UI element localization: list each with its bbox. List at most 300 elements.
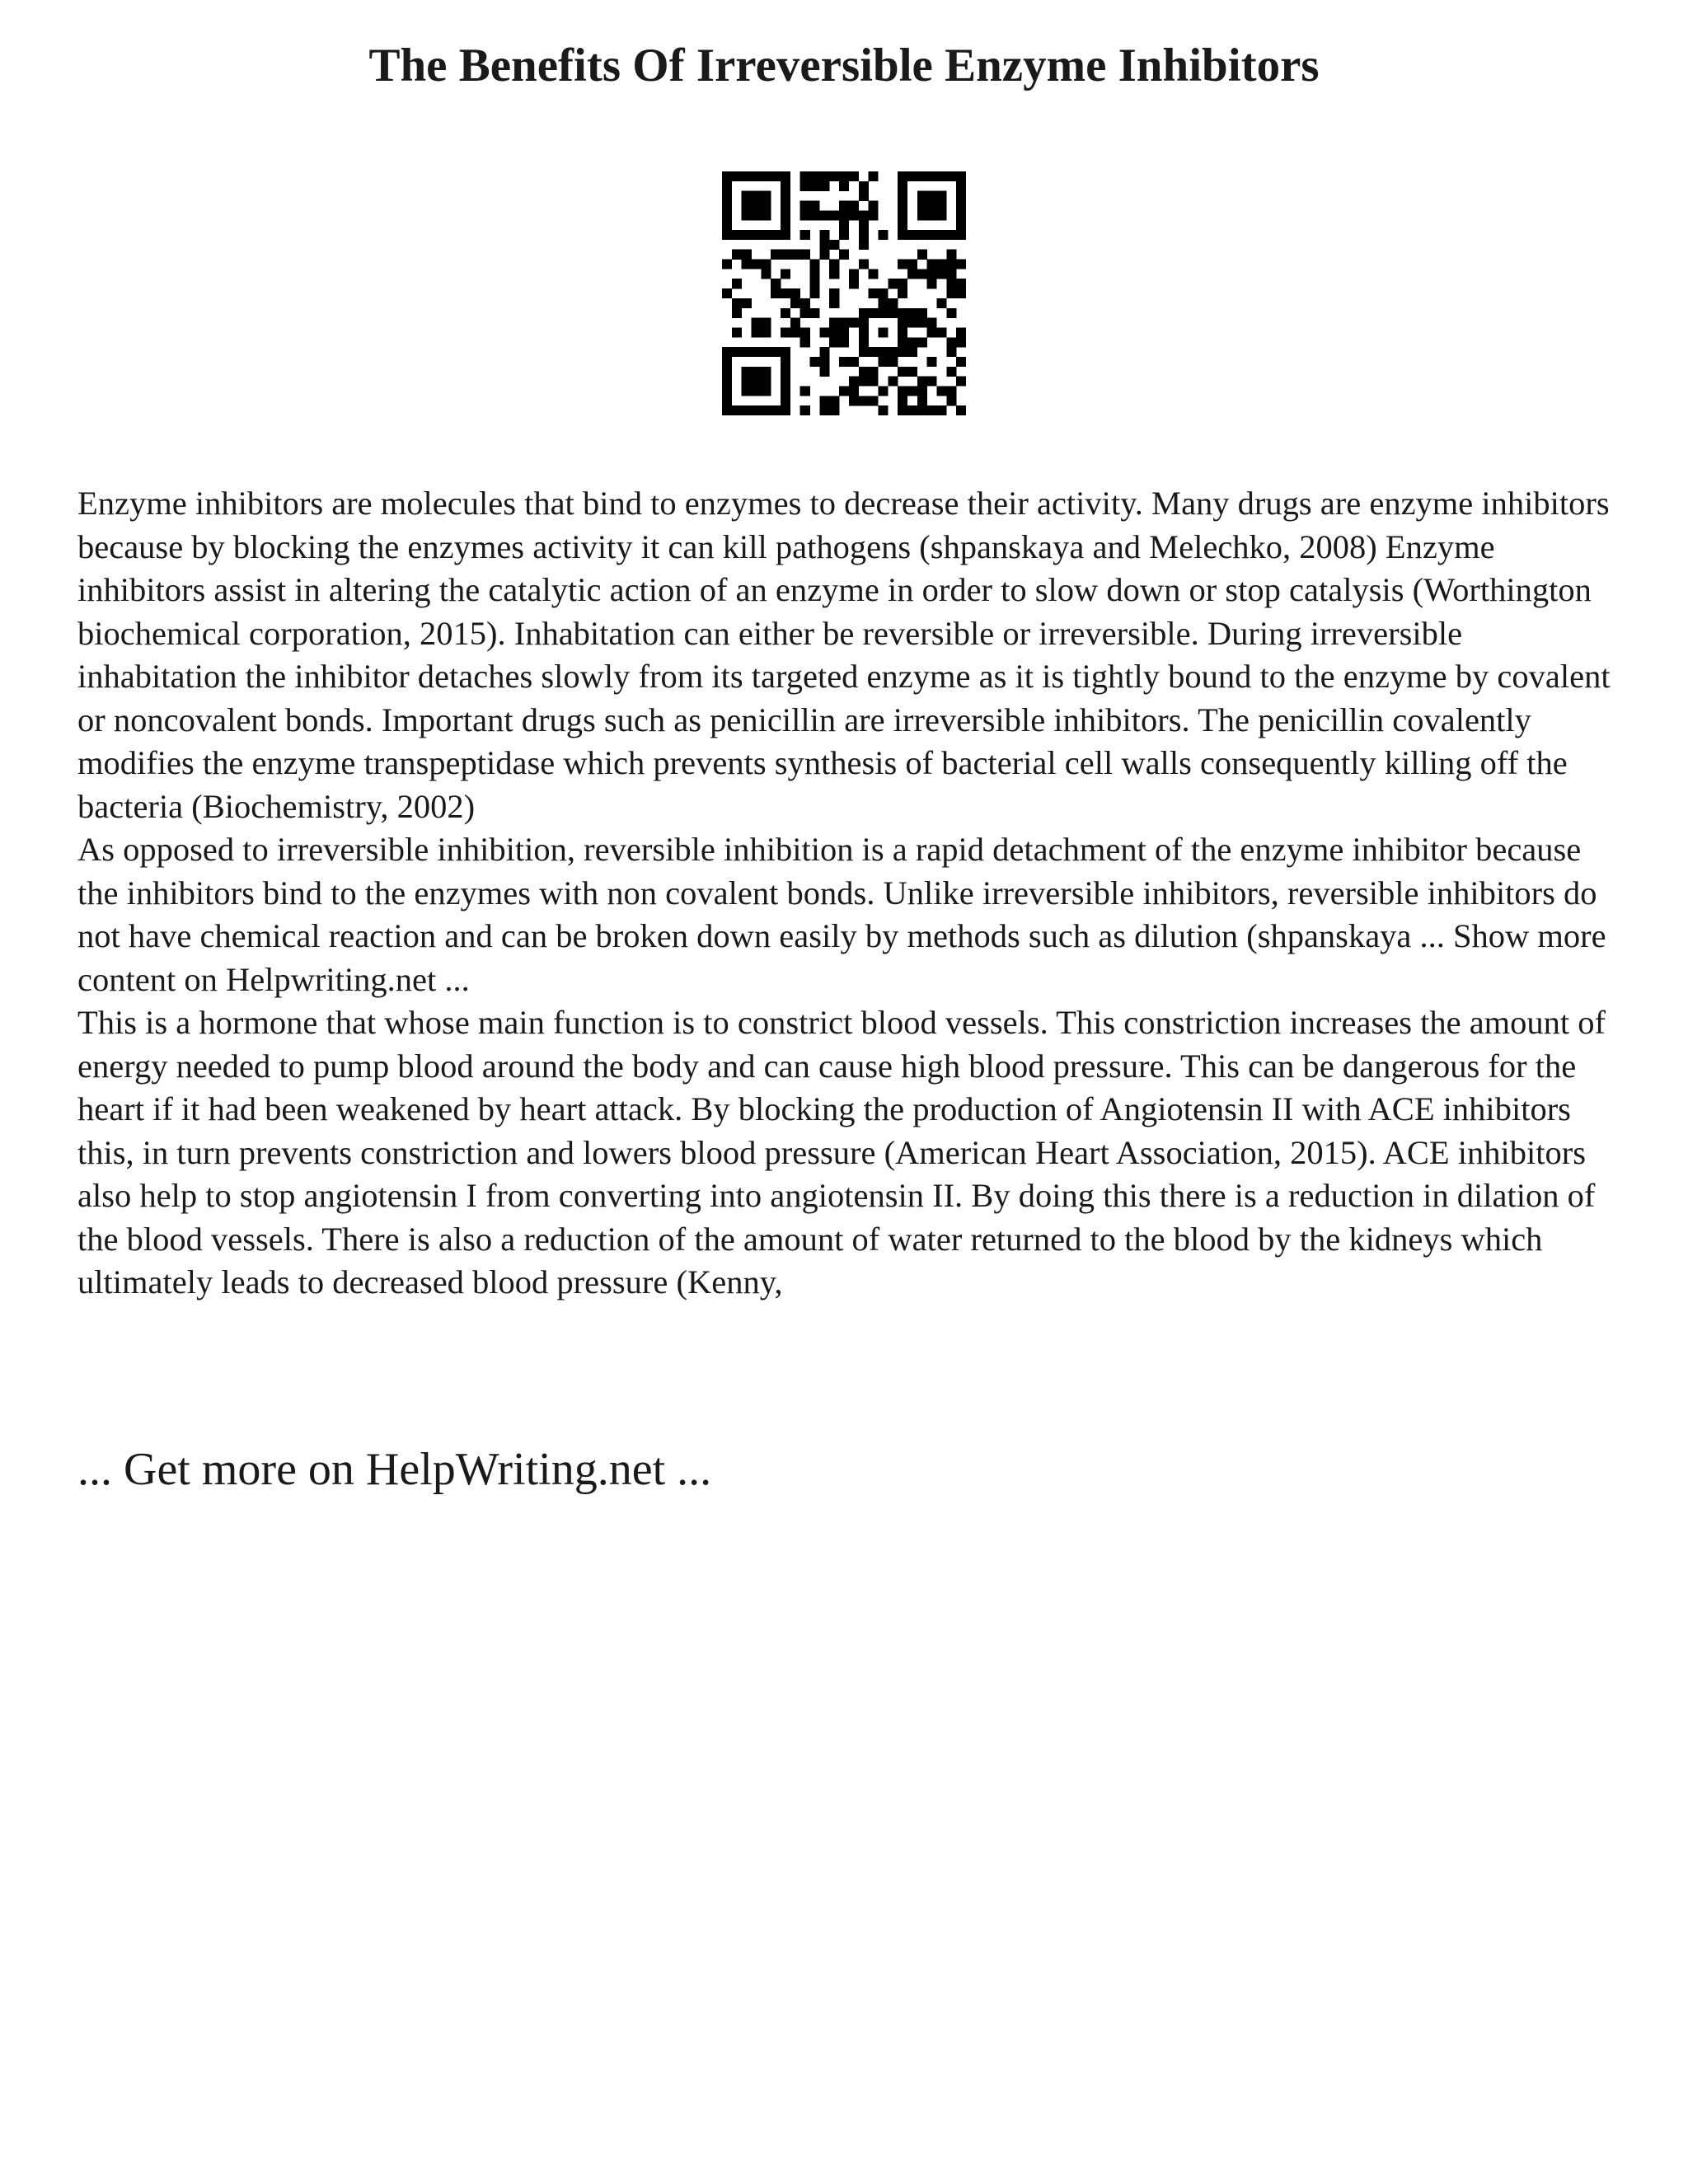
qr-module xyxy=(936,327,946,337)
qr-module xyxy=(956,191,966,201)
qr-module xyxy=(781,171,790,181)
qr-module xyxy=(849,279,859,288)
qr-module xyxy=(752,377,762,387)
qr-module xyxy=(888,377,898,387)
qr-module xyxy=(927,210,937,220)
qr-module xyxy=(849,318,859,328)
qr-module xyxy=(761,171,771,181)
qr-module xyxy=(742,298,752,308)
qr-module xyxy=(946,230,956,240)
qr-module xyxy=(722,386,732,396)
qr-module xyxy=(771,171,781,181)
qr-module xyxy=(771,347,781,357)
qr-module xyxy=(800,386,810,396)
qr-module xyxy=(936,171,946,181)
qr-module xyxy=(839,318,849,328)
qr-module xyxy=(829,171,839,181)
qr-module xyxy=(956,357,966,367)
qr-module xyxy=(752,230,762,240)
qr-module xyxy=(869,210,879,220)
qr-module xyxy=(878,230,888,240)
qr-module xyxy=(956,337,966,347)
qr-module xyxy=(800,210,810,220)
qr-module xyxy=(752,171,762,181)
qr-module xyxy=(810,269,820,279)
qr-module xyxy=(898,181,907,191)
qr-module xyxy=(781,396,790,405)
qr-module xyxy=(927,260,937,269)
qr-module xyxy=(907,171,917,181)
qr-module xyxy=(859,367,869,377)
qr-module xyxy=(917,191,927,201)
qr-module xyxy=(829,240,839,250)
qr-module xyxy=(819,181,829,191)
qr-module xyxy=(898,318,907,328)
qr-module xyxy=(907,269,917,279)
qr-module xyxy=(790,298,800,308)
qr-module xyxy=(752,201,762,211)
qr-module xyxy=(869,308,879,318)
qr-module xyxy=(819,327,829,337)
qr-module xyxy=(878,347,888,357)
qr-module xyxy=(781,386,790,396)
qr-module xyxy=(956,171,966,181)
qr-module xyxy=(956,230,966,240)
qr-module xyxy=(859,240,869,250)
qr-module xyxy=(946,396,956,405)
qr-module xyxy=(917,318,927,328)
qr-module xyxy=(869,367,879,377)
get-more-link[interactable]: ... Get more on HelpWriting.net ... xyxy=(77,1444,712,1495)
qr-module xyxy=(839,337,849,347)
qr-module xyxy=(781,357,790,367)
qr-module xyxy=(810,171,820,181)
qr-module xyxy=(790,327,800,337)
qr-module xyxy=(849,201,859,211)
qr-module xyxy=(819,396,829,405)
qr-module xyxy=(946,347,956,357)
qr-module xyxy=(819,171,829,181)
qr-module xyxy=(898,347,907,357)
qr-module xyxy=(898,210,907,220)
qr-module xyxy=(732,298,742,308)
qr-module xyxy=(781,367,790,377)
qr-module xyxy=(752,347,762,357)
qr-module xyxy=(859,220,869,230)
qr-module xyxy=(927,269,937,279)
qr-module xyxy=(869,396,879,405)
qr-module xyxy=(898,260,907,269)
qr-module xyxy=(878,308,888,318)
qr-module xyxy=(781,327,790,337)
qr-module xyxy=(810,357,820,367)
qr-module xyxy=(907,230,917,240)
qr-module xyxy=(800,201,810,211)
qr-module xyxy=(810,288,820,298)
qr-module xyxy=(800,250,810,260)
qr-module xyxy=(917,386,927,396)
qr-module xyxy=(898,396,907,405)
qr-module xyxy=(946,171,956,181)
qr-module xyxy=(771,230,781,240)
qr-module xyxy=(722,201,732,211)
qr-module xyxy=(936,260,946,269)
qr-module xyxy=(869,377,879,387)
paragraph-irreversible-inhibition: Enzyme inhibitors are molecules that bind to enzymes to decrease their activity. Many drugs are enzyme inhibitors because by blocking the enzymes activity it can kill pathogens (shpanskaya and Melechko, 2008) Enzyme inhibitors assist in altering the catalytic action of an enzyme in order to slow down or stop catalysis (Worthington biochemical corporation, 2015). Inhabitation can either be reversible or irreversible. During irreversible inhabitation the inhibitor detaches slowly from its targeted enzyme as it is tightly bound to the enzyme by covalent or noncovalent bonds. Important drugs such as penicillin are irreversible inhibitors. The penicillin covalently modifies the enzyme transpeptidase which prevents synthesis of bacterial cell walls consequently killing off the bacteria (Biochemistry, 2002) xyxy=(77,485,1611,825)
qr-module xyxy=(869,347,879,357)
qr-module xyxy=(761,377,771,387)
qr-module xyxy=(839,181,849,191)
qr-module xyxy=(917,210,927,220)
qr-module xyxy=(927,405,937,415)
qr-module xyxy=(936,210,946,220)
qr-module xyxy=(732,171,742,181)
qr-module xyxy=(742,260,752,269)
qr-module xyxy=(800,298,810,308)
qr-module xyxy=(839,210,849,220)
qr-module xyxy=(829,337,839,347)
qr-module xyxy=(829,405,839,415)
page-title: The Benefits Of Irreversible Enzyme Inhibitors xyxy=(368,40,1320,91)
qr-module xyxy=(888,279,898,288)
qr-module xyxy=(781,250,790,260)
qr-module xyxy=(781,347,790,357)
qr-module xyxy=(819,405,829,415)
qr-module xyxy=(810,279,820,288)
qr-module xyxy=(956,201,966,211)
qr-module xyxy=(722,288,732,298)
qr-module xyxy=(946,269,956,279)
qr-module xyxy=(722,210,732,220)
qr-module xyxy=(898,171,907,181)
qr-module xyxy=(722,405,732,415)
qr-module xyxy=(819,240,829,250)
qr-module xyxy=(829,260,839,269)
qr-module xyxy=(956,279,966,288)
qr-module xyxy=(752,367,762,377)
qr-module xyxy=(956,210,966,220)
qr-module xyxy=(839,327,849,337)
qr-module xyxy=(819,357,829,367)
qr-module xyxy=(878,386,888,396)
qr-module xyxy=(917,337,927,347)
qr-module xyxy=(956,220,966,230)
qr-module xyxy=(839,357,849,367)
qr-module xyxy=(761,347,771,357)
qr-module xyxy=(898,308,907,318)
article-body xyxy=(77,482,1627,1305)
qr-module xyxy=(878,405,888,415)
qr-module xyxy=(722,230,732,240)
qr-module xyxy=(829,269,839,279)
qr-module xyxy=(742,230,752,240)
qr-module xyxy=(800,181,810,191)
qr-module xyxy=(829,298,839,308)
qr-module xyxy=(927,327,937,337)
qr-module xyxy=(761,201,771,211)
qr-module xyxy=(771,405,781,415)
qr-module xyxy=(907,386,917,396)
qr-module xyxy=(761,269,771,279)
qr-module xyxy=(732,279,742,288)
qr-module xyxy=(849,386,859,396)
paragraph-ace-inhibitors: This is a hormone that whose main function is to constrict blood vessels. This constriction increases the amount of energy needed to pump blood around the body and can cause high blood pressure. This can be dangerous for the heart if it had been weakened by heart attack. By blocking the production of Angiotensin II with ACE inhibitors this, in turn prevents constriction and lowers blood pressure (American Heart Association, 2015). ACE inhibitors also help to stop angiotensin I from converting into angiotensin II. By doing this there is a reduction in dilation of the blood vessels. There is also a reduction of the amount of water returned to the blood by the kidneys which ultimately leads to decreased blood pressure (Kenny, xyxy=(77,1004,1606,1301)
qr-module xyxy=(917,171,927,181)
qr-module xyxy=(742,367,752,377)
qr-module xyxy=(800,171,810,181)
qr-module xyxy=(722,181,732,191)
qr-module xyxy=(927,171,937,181)
qr-module xyxy=(888,347,898,357)
qr-module xyxy=(907,347,917,357)
qr-module xyxy=(869,201,879,211)
qr-module xyxy=(898,288,907,298)
qr-module xyxy=(917,405,927,415)
qr-module xyxy=(742,210,752,220)
qr-module xyxy=(839,230,849,240)
qr-module xyxy=(810,201,820,211)
qr-module xyxy=(752,210,762,220)
qr-module xyxy=(917,201,927,211)
qr-module xyxy=(917,230,927,240)
qr-module xyxy=(927,191,937,201)
qr-module xyxy=(829,210,839,220)
paragraph-reversible-inhibition: As opposed to irreversible inhibition, reversible inhibition is a rapid detachment of the enzyme inhibitor because the inhibitors bind to the enzymes with non covalent bonds. Unlike irreversible inhibitors, reversible inhibitors do not have chemical reaction and can be broken down easily by methods such as dilution (shpanskaya ... Show more content on Helpwriting.net ... xyxy=(77,831,1606,998)
qr-module xyxy=(849,357,859,367)
qr-module xyxy=(732,405,742,415)
qr-module xyxy=(936,386,946,396)
qr-module xyxy=(771,279,781,288)
qr-module xyxy=(956,260,966,269)
qr-module xyxy=(781,191,790,201)
qr-module xyxy=(810,308,820,318)
qr-module xyxy=(761,327,771,337)
qr-module xyxy=(917,396,927,405)
qr-module xyxy=(859,181,869,191)
qr-module xyxy=(898,279,907,288)
qr-module xyxy=(907,260,917,269)
qr-module xyxy=(819,347,829,357)
qr-module xyxy=(761,318,771,328)
qr-module xyxy=(936,230,946,240)
qr-module xyxy=(781,220,790,230)
qr-code-icon[interactable] xyxy=(722,171,966,415)
qr-module xyxy=(956,377,966,387)
qr-module xyxy=(907,367,917,377)
qr-module xyxy=(752,260,762,269)
qr-module xyxy=(878,288,888,298)
qr-module xyxy=(898,367,907,377)
qr-module xyxy=(742,405,752,415)
qr-module xyxy=(800,337,810,347)
qr-module xyxy=(722,191,732,201)
qr-module xyxy=(722,367,732,377)
qr-module xyxy=(761,230,771,240)
qr-module xyxy=(752,327,762,337)
qr-module xyxy=(839,171,849,181)
qr-module xyxy=(771,250,781,260)
qr-module xyxy=(927,279,937,288)
qr-module xyxy=(898,327,907,337)
qr-module xyxy=(800,230,810,240)
qr-module xyxy=(790,288,800,298)
qr-module xyxy=(946,250,956,260)
qr-module xyxy=(946,308,956,318)
qr-module xyxy=(829,288,839,298)
qr-module xyxy=(859,327,869,337)
qr-module xyxy=(907,318,917,328)
qr-module xyxy=(907,337,917,347)
qr-module xyxy=(752,386,762,396)
qr-module xyxy=(839,250,849,260)
qr-module xyxy=(781,288,790,298)
qr-module xyxy=(742,377,752,387)
qr-module xyxy=(898,191,907,201)
qr-module xyxy=(946,260,956,269)
qr-module xyxy=(859,210,869,220)
qr-module xyxy=(722,171,732,181)
qr-module xyxy=(859,347,869,357)
qr-module xyxy=(898,220,907,230)
qr-code-graphic xyxy=(722,171,966,415)
qr-module xyxy=(917,308,927,318)
qr-module xyxy=(849,377,859,387)
qr-module xyxy=(849,269,859,279)
qr-module xyxy=(898,386,907,396)
qr-module xyxy=(819,250,829,260)
qr-module xyxy=(849,171,859,181)
qr-module xyxy=(752,191,762,201)
qr-module xyxy=(752,318,762,328)
qr-module xyxy=(722,396,732,405)
qr-module xyxy=(752,405,762,415)
qr-module xyxy=(888,308,898,318)
qr-module xyxy=(859,260,869,269)
qr-module xyxy=(722,260,732,269)
qr-module xyxy=(917,377,927,387)
qr-module xyxy=(917,269,927,279)
qr-module xyxy=(927,201,937,211)
qr-module xyxy=(946,367,956,377)
qr-module xyxy=(742,250,752,260)
qr-module xyxy=(869,269,879,279)
qr-module xyxy=(722,347,732,357)
qr-module xyxy=(869,171,879,181)
qr-module xyxy=(781,377,790,387)
qr-module xyxy=(819,210,829,220)
qr-module xyxy=(859,318,869,328)
qr-module xyxy=(956,181,966,191)
qr-module xyxy=(927,357,937,367)
qr-module xyxy=(742,171,752,181)
qr-module xyxy=(839,386,849,396)
qr-module xyxy=(781,210,790,220)
qr-module xyxy=(849,210,859,220)
qr-module xyxy=(927,377,937,387)
qr-module xyxy=(859,308,869,318)
qr-module xyxy=(742,386,752,396)
qr-module xyxy=(771,288,781,298)
qr-module xyxy=(732,347,742,357)
qr-module xyxy=(781,308,790,318)
qr-module xyxy=(732,230,742,240)
qr-module xyxy=(946,337,956,347)
qr-module xyxy=(907,308,917,318)
qr-module xyxy=(878,327,888,337)
qr-module xyxy=(927,318,937,328)
qr-module xyxy=(810,210,820,220)
qr-module xyxy=(800,327,810,337)
qr-module xyxy=(781,201,790,211)
qr-module xyxy=(839,201,849,211)
qr-module xyxy=(859,191,869,201)
qr-module xyxy=(732,308,742,318)
qr-module xyxy=(810,181,820,191)
qr-module xyxy=(849,396,859,405)
qr-module xyxy=(936,405,946,415)
qr-module xyxy=(898,201,907,211)
qr-module xyxy=(790,318,800,328)
qr-module xyxy=(732,250,742,260)
qr-module xyxy=(732,327,742,337)
qr-module xyxy=(956,288,966,298)
qr-module xyxy=(878,357,888,367)
qr-module xyxy=(936,191,946,201)
qr-module xyxy=(936,269,946,279)
qr-module xyxy=(859,230,869,240)
qr-module xyxy=(956,327,966,337)
qr-module xyxy=(781,230,790,240)
qr-module xyxy=(829,396,839,405)
qr-module xyxy=(800,405,810,415)
qr-module xyxy=(781,269,790,279)
qr-module xyxy=(878,298,888,308)
qr-module xyxy=(819,230,829,240)
qr-module xyxy=(936,201,946,211)
qr-module xyxy=(790,250,800,260)
qr-module xyxy=(722,220,732,230)
qr-module xyxy=(781,181,790,191)
qr-module xyxy=(800,308,810,318)
qr-module xyxy=(927,230,937,240)
qr-module xyxy=(810,260,820,269)
qr-module xyxy=(829,318,839,328)
qr-module xyxy=(936,298,946,308)
qr-module xyxy=(761,191,771,201)
qr-module xyxy=(742,347,752,357)
qr-module xyxy=(722,357,732,367)
qr-module xyxy=(917,250,927,260)
qr-module xyxy=(742,191,752,201)
qr-module xyxy=(946,279,956,288)
qr-module xyxy=(761,386,771,396)
qr-module xyxy=(761,260,771,269)
qr-module xyxy=(781,405,790,415)
qr-module xyxy=(898,230,907,240)
qr-module xyxy=(742,201,752,211)
qr-module xyxy=(869,288,879,298)
qr-module xyxy=(829,327,839,337)
qr-module xyxy=(761,367,771,377)
qr-module xyxy=(946,386,956,396)
qr-module xyxy=(956,405,966,415)
qr-module xyxy=(907,405,917,415)
qr-module xyxy=(722,377,732,387)
qr-module xyxy=(761,405,771,415)
qr-module xyxy=(859,377,869,387)
qr-module xyxy=(839,220,849,230)
qr-module xyxy=(946,288,956,298)
